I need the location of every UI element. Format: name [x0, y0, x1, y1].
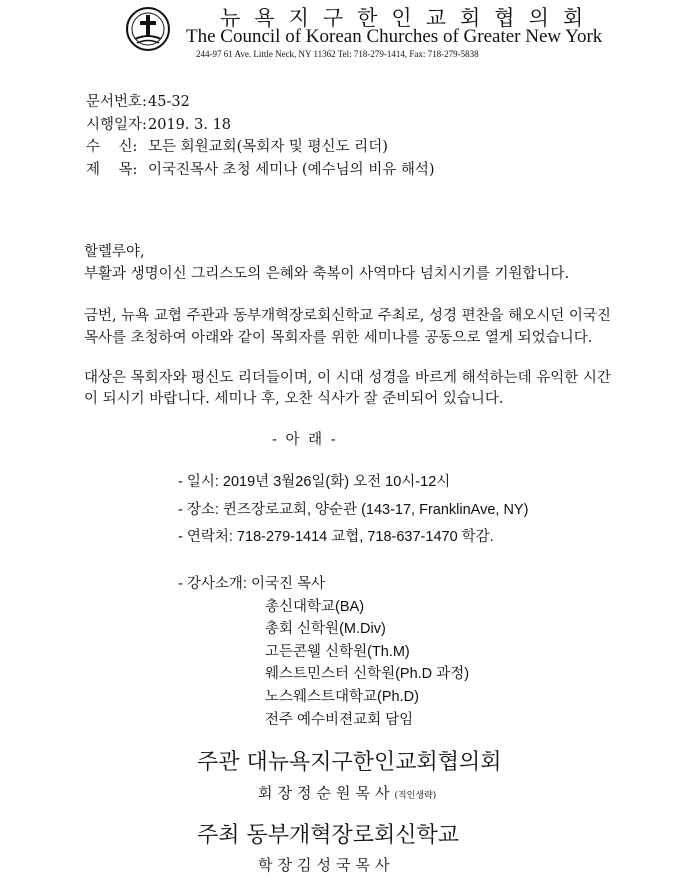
host-organization: 주관 대뉴욕지구한인교회협의회	[197, 750, 502, 775]
credential-item: 전주 예수비젼교회 담임	[265, 712, 414, 728]
recipient-row	[86, 135, 388, 156]
host-president: 회장정순원목사	[258, 784, 395, 802]
subject: 이국진목사 초청 세미나 (예수님의 비유 해석)	[148, 162, 435, 178]
credential-item: 총신대학교(BA)	[265, 599, 365, 615]
credential-item: 고든콘웰 신학원(Th.M)	[265, 644, 410, 660]
blessing: 부활과 생명이신 그리스도의 은혜와 축복이 사역마다 넘치시기를 기원합니다.	[84, 266, 570, 282]
recipient: 모든 회원교회(목회자 및 평신도 리더)	[148, 139, 388, 155]
credential-item: 노스웨스트대학교(Ph.D)	[265, 689, 419, 705]
event-contact: - 연락처: 718-279-1414 교협, 718-637-1470 학감.	[178, 529, 494, 545]
paragraph-3-line-2: 이 되시기 바랍니다. 세미나 후, 오찬 식사가 잘 준비되어 있습니다.	[84, 391, 504, 407]
credential-item: 총회 신학원(M.Div)	[265, 621, 386, 637]
paragraph-2-line-1: 금번, 뉴욕 교협 주관과 동부개혁장로회신학교 주최로, 성경 편찬을 해오시던 이국진	[84, 308, 611, 324]
organizer-president: 학장김성국목사	[258, 856, 395, 874]
doc-number-label: 문서번호:	[86, 94, 147, 110]
event-place: - 장소: 퀸즈장로교회, 양순관 (143-17, FranklinAve, NY)	[178, 502, 529, 518]
organizer-organization: 주최 동부개혁장로회신학교	[197, 823, 460, 848]
org-name-english: The Council of Korean Churches of Greater New York	[186, 26, 603, 47]
doc-number-row	[86, 90, 190, 111]
event-datetime: - 일시: 2019년 3월26일(화) 오전 10시-12시	[178, 474, 451, 490]
speaker-intro: - 강사소개: 이국진 목사	[178, 576, 326, 592]
subject-label: 제 목:	[86, 162, 138, 178]
section-heading: - 아 래 -	[272, 432, 338, 448]
date-label: 시행일자:	[86, 117, 147, 133]
subject-row	[86, 158, 434, 179]
doc-number: 45-32	[148, 94, 190, 110]
seal-omitted-note: (직인생략)	[394, 791, 437, 801]
date-row	[86, 113, 231, 134]
recipient-label: 수 신:	[86, 139, 138, 155]
host-president-signature	[258, 782, 436, 803]
greeting: 할렐루야,	[84, 244, 145, 260]
issue-date: 2019. 3. 18	[148, 117, 232, 133]
org-name-korean: 뉴욕지구한인교회협의회	[220, 6, 598, 30]
paragraph-3-line-1: 대상은 목회자와 평신도 리더들이며, 이 시대 성경을 바르게 해석하는데 유익한 시간	[84, 370, 611, 386]
council-logo	[125, 6, 171, 52]
paragraph-2-line-2: 목사를 초청하여 아래와 같이 목회자를 위한 세미나를 공동으로 열게 되었습니다.	[84, 330, 593, 346]
credential-item: 웨스트민스터 신학원(Ph.D 과정)	[265, 666, 470, 682]
org-address: 244-97 61 Ave. Little Neck, NY 11362 Tel: 718-279-1414, Fax: 718-279-5838	[196, 49, 479, 59]
